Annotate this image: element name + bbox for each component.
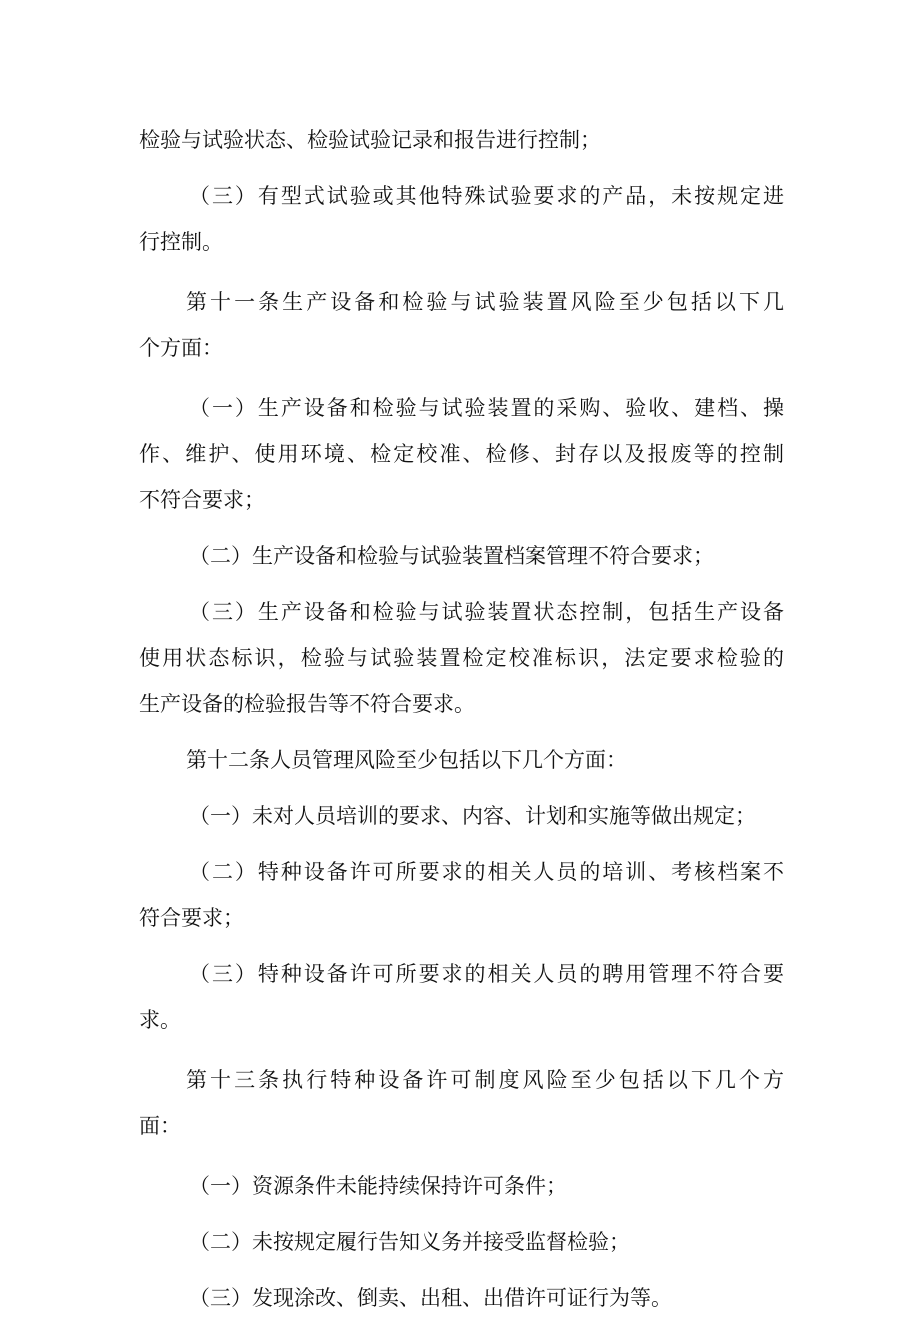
text-line: （一）资源条件未能持续保持许可条件； xyxy=(189,1174,567,1198)
text-line: 生产设备的检验报告等不符合要求。 xyxy=(139,692,475,716)
text-line: 个方面： xyxy=(139,336,223,360)
article-heading-line: 第十一条生产设备和检验与试验装置风险至少包括以下几 xyxy=(186,290,784,314)
text-line: 求。 xyxy=(139,1008,181,1032)
text-line: 使用状态标识，检验与试验装置检定校准标识，法定要求检验的 xyxy=(139,646,784,670)
text-line: （三）发现涂改、倒卖、出租、出借许可证行为等。 xyxy=(189,1286,672,1310)
text-line: （二）生产设备和检验与试验装置档案管理不符合要求； xyxy=(189,544,714,568)
text-line: （一）生产设备和检验与试验装置的采购、验收、建档、操 xyxy=(189,396,784,420)
text-line: （三）有型式试验或其他特殊试验要求的产品，未按规定进 xyxy=(189,184,784,208)
text-line: 行控制。 xyxy=(139,230,223,254)
text-line: 作、维护、使用环境、检定校准、检修、封存以及报废等的控制 xyxy=(139,442,784,466)
text-line: 符合要求； xyxy=(139,906,244,930)
article-heading-line: 第十三条执行特种设备许可制度风险至少包括以下几个方 xyxy=(186,1068,784,1092)
text-line: （三）生产设备和检验与试验装置状态控制，包括生产设备 xyxy=(189,600,784,624)
text-line: 不符合要求； xyxy=(139,488,265,512)
text-line: （二）未按规定履行告知义务并接受监督检验； xyxy=(189,1230,630,1254)
article-heading-line: 第十二条人员管理风险至少包括以下几个方面： xyxy=(186,748,627,772)
text-line: （一）未对人员培训的要求、内容、计划和实施等做出规定； xyxy=(189,804,756,828)
text-line: （二）特种设备许可所要求的相关人员的培训、考核档案不 xyxy=(189,860,784,884)
document-body xyxy=(139,117,789,1321)
text-line: （三）特种设备许可所要求的相关人员的聘用管理不符合要 xyxy=(189,962,784,986)
text-line: 面： xyxy=(139,1114,181,1138)
text-line: 检验与试验状态、检验试验记录和报告进行控制； xyxy=(139,128,601,152)
